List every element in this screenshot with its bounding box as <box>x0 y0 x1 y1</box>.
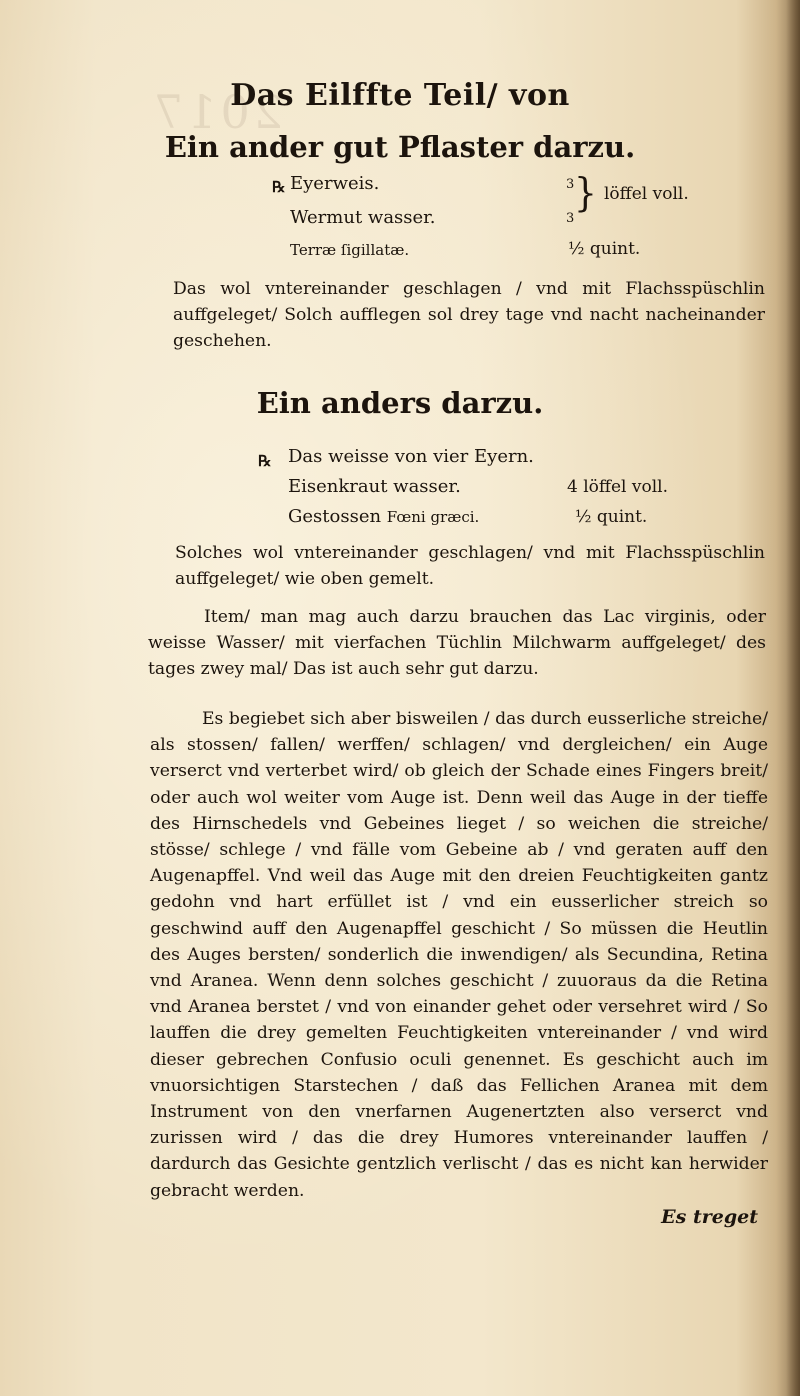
ingredient-quantity: ½ quint. <box>568 239 641 259</box>
page-spine-shadow <box>786 0 800 1396</box>
paragraph: Solches wol vntereinander geschlagen/ vnd mit Flachsspüschlin auffgeleget/ wie oben gemelt. <box>175 543 765 590</box>
ingredient-name <box>288 506 479 527</box>
ingredient-quantity: 4 löffel voll. <box>567 477 668 497</box>
section-heading-2: Ein anders darzu. <box>256 386 544 420</box>
ingredient-latin: Fœni græci. <box>386 508 480 526</box>
running-title: Das Eilffte Teil/ von <box>230 78 570 113</box>
paragraph: Das wol vntereinander geschlagen / vnd mit Flachsspüschlin auffgeleget/ Solch aufflegen sol drey tage vnd nacht nacheinander geschehen. <box>173 279 765 352</box>
recipe-symbol: ℞ <box>272 178 286 196</box>
brace-unit: löffel voll. <box>604 184 689 204</box>
ingredient-name: Terræ ſigillatæ. <box>290 241 410 259</box>
paragraph-main: Es begiebet sich aber bisweilen / das durch eusserliche streiche/ als stossen/ fallen/ werffen/ schlagen/ vnd dergleichen/ ein Auge verserct vnd verterbet wird/ ob gleich der Schade eines Fingers breit/ oder auch wol weiter vom Auge ist. Denn weil das Auge in der tieffe des Hirnschedels vnd Gebeines lieget / so weichen die streiche/ stösse/ schlege / vnd fälle vom Gebeine ab / vnd geraten auff den Augenapffel. Vnd weil das Auge mit den dreien Feuchtigkeiten gantz gedohn vnd hart erfüllet ist / vnd ein eusserlicher streich so geschwind auff den Augenapffel geschicht / So müssen die Heutlin des Auges bersten/ sonderlich die inwendigen/ als Secundina, Retina vnd Aranea. Wenn denn solches geschicht / zuuoraus da die Retina vnd Aranea berstet / vnd von einander gehet oder versehret wird / So lauffen die drey gemelten Feuchtigkeiten vntereinander / vnd wird dieser gebrechen Confusio oculi genennet. Es geschicht auch im vnuorsichtigen Starstechen / daß das Fellichen Aranea mit dem Instrument von den vnerfarnen Augenertzten also verserct vnd zurissen wird / das die drey Humores vntereinander lauffen / dardurch das Gesichte gentzlich verlischt / das es nicht kan herwider gebracht werden. <box>150 709 768 1201</box>
section-heading-1: Ein ander gut Pflaster darzu. <box>164 130 636 164</box>
recipe-symbol: ℞ <box>258 452 272 470</box>
ingredient-quantity: 3 <box>566 211 575 226</box>
ingredient-name: Das weisse von vier Eyern. <box>288 446 534 467</box>
catchword: Es treget <box>661 1206 758 1228</box>
ingredient-quantity: ½ quint. <box>575 507 648 527</box>
ingredient-german: Gestossen <box>288 506 382 527</box>
brace-icon: } <box>574 170 597 216</box>
ingredient-quantity: 3 <box>566 177 575 192</box>
ingredient-name: Eyerweis. <box>290 173 380 194</box>
ingredient-name: Wermut wasser. <box>290 207 436 228</box>
paragraph-item: Item/ man mag auch darzu brauchen das Lac virginis, oder weisse Wasser/ mit vierfachen Tüchlin Milchwarm auffgeleget/ des tages zwey mal/ Das ist auch sehr gut darzu. <box>148 607 766 680</box>
show-through-text: 2017 <box>150 85 284 139</box>
ingredient-name: Eisenkraut wasser. <box>288 476 461 497</box>
